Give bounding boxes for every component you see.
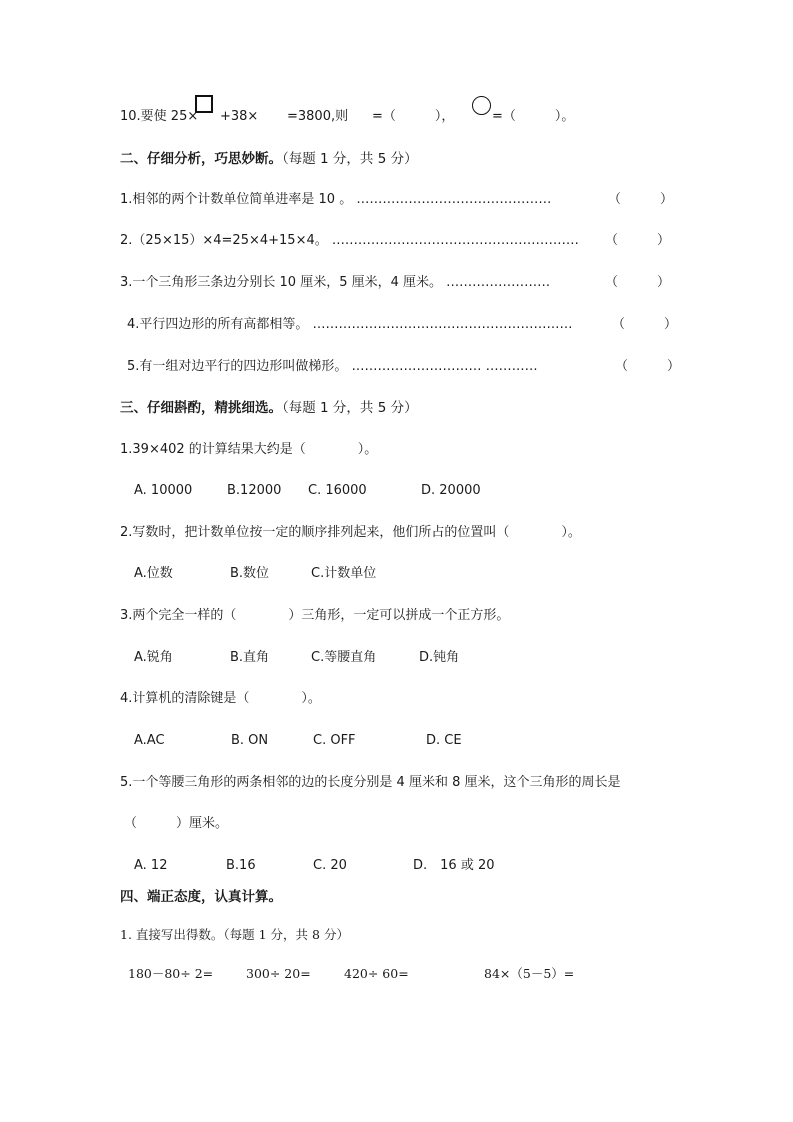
q1-option-a: A. 10000 bbox=[134, 483, 193, 498]
judge-paren-4: （ ） bbox=[612, 317, 678, 332]
judge-item-2: 2.（25×15）×4=25×4+15×4。 ………………………………………………… bbox=[120, 233, 579, 248]
q5-option-a: A. 12 bbox=[134, 858, 168, 873]
q1-option-b: B.12000 bbox=[227, 483, 282, 498]
calc-problem-3: 420÷ 60= bbox=[344, 966, 409, 981]
section4-title: 四、端正态度，认真计算。 bbox=[120, 889, 282, 905]
judge-item-4: 4.平行四边形的所有高都相等。 …………………………………………………… bbox=[127, 317, 573, 332]
judge-paren-5: （ ） bbox=[615, 359, 681, 374]
choice-question-5: 5.一个等腰三角形的两条相邻的边的长度分别是 4 厘米和 8 厘米，这个三角形的周长是 bbox=[120, 775, 621, 790]
q4-option-a: A.AC bbox=[134, 733, 165, 748]
q2-option-a: A.位数 bbox=[134, 566, 173, 581]
q3-option-d: D.钝角 bbox=[419, 650, 460, 665]
q3-option-a: A.锐角 bbox=[134, 650, 173, 665]
q4-option-b: B. ON bbox=[231, 733, 269, 748]
choice-question-4: 4.计算机的清除键是（ ）。 bbox=[120, 691, 321, 706]
q10-mid: +38× bbox=[220, 109, 259, 124]
square-shape bbox=[195, 95, 213, 113]
section3-title: 三、仔细斟酌，精挑细选。 bbox=[120, 400, 282, 416]
judge-paren-1: （ ） bbox=[608, 192, 674, 207]
section3-heading bbox=[120, 399, 418, 417]
choice-question-3: 3.两个完全一样的（ ）三角形，一定可以拼成一个正方形。 bbox=[120, 608, 510, 623]
q10-eq2: =（ ）。 bbox=[492, 109, 575, 124]
judge-item-3: 3.一个三角形三条边分别长 10 厘米，5 厘米，4 厘米。 …………………… bbox=[120, 275, 551, 290]
q4-option-c: C. OFF bbox=[313, 733, 356, 748]
section2-note: （每题 1 分，共 5 分） bbox=[282, 151, 418, 167]
choice-question-1: 1.39×402 的计算结果大约是（ ）。 bbox=[120, 442, 378, 457]
circle-shape bbox=[472, 96, 491, 115]
q2-option-c: C.计数单位 bbox=[311, 566, 377, 581]
q2-option-b: B.数位 bbox=[230, 566, 270, 581]
judge-item-5: 5.有一组对边平行的四边形叫做梯形。 ………………………… ………… bbox=[127, 359, 538, 374]
q3-option-b: B.直角 bbox=[230, 650, 270, 665]
judge-paren-3: （ ） bbox=[605, 275, 671, 290]
choice-question-5-cont: （ ）厘米。 bbox=[124, 816, 229, 831]
judge-paren-2: （ ） bbox=[605, 233, 671, 248]
q5-option-b: B.16 bbox=[226, 858, 256, 873]
q1-option-c: C. 16000 bbox=[308, 483, 367, 498]
section2-heading bbox=[120, 150, 418, 168]
q10-eq1: =（ ）， bbox=[372, 109, 455, 124]
calc-problem-4: 84×（5－5）= bbox=[484, 966, 575, 981]
q5-option-d: D. 16 或 20 bbox=[413, 858, 495, 873]
q3-option-c: C.等腰直角 bbox=[311, 650, 377, 665]
q4-option-d: D. CE bbox=[426, 733, 462, 748]
q1-option-d: D. 20000 bbox=[421, 483, 481, 498]
calc-problem-2: 300÷ 20= bbox=[246, 966, 311, 981]
choice-question-2: 2.写数时，把计数单位按一定的顺序排列起来，他们所占的位置叫（ ）。 bbox=[120, 525, 581, 540]
q5-option-c: C. 20 bbox=[313, 858, 347, 873]
section4-subtitle: 1. 直接写出得数。（每题 1 分，共 8 分） bbox=[120, 927, 349, 942]
section2-title: 二、仔细分析，巧思妙断。 bbox=[120, 151, 282, 167]
judge-item-1: 1.相邻的两个计数单位简单进率是 10 。 ……………………………………… bbox=[120, 192, 552, 207]
q10-prefix: 10.要使 25× bbox=[120, 109, 199, 124]
q10-end: =3800,则 bbox=[287, 109, 349, 124]
section3-note: （每题 1 分，共 5 分） bbox=[282, 400, 418, 416]
calc-problem-1: 180－80÷ 2= bbox=[128, 966, 214, 981]
